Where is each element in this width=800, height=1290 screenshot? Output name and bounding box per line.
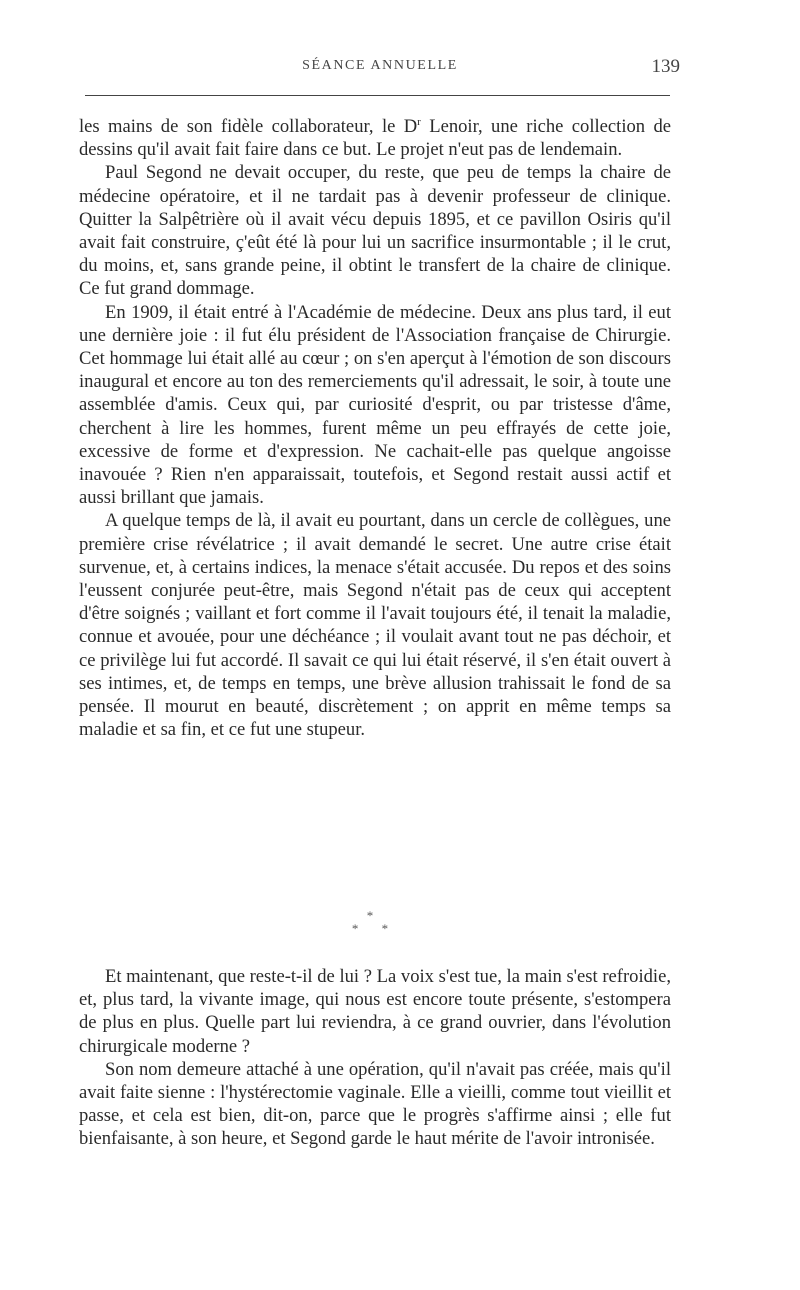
text-section-2 (79, 965, 671, 1151)
asterism-top: * (366, 908, 374, 923)
superscript-r: r (417, 115, 421, 128)
running-title: SÉANCE ANNUELLE (302, 58, 458, 73)
paragraph-1-text-a: les mains de son fidèle collaborateur, le D (79, 116, 418, 137)
paragraph-4: A quelque temps de là, il avait eu pourtant, dans un cercle de collègues, une première crise révélatrice ; il avait demandé le secret. Une autre crise était survenue, et, à certains indices, la menace s'était accusée. Du repos et des soins l'eussent conjurée peut-être, mais Segond n'était pas de ceux qui acceptent d'être soignés ; vaillant et fort comme il l'avait toujours été, il tenait la maladie, connue et avouée, pour une déchéance ; il voulait avant tout ne pas déchoir, et ce privilège lui fut accordé. Il savait ce qui lui était réservé, il s'en était ouvert à ses intimes, et, de temps en temps, une brève allusion trahissait le fond de sa pensée. Il mourut en beauté, discrètement ; on apprit en même temps sa maladie et sa fin, et ce fut une stupeur. (79, 510, 671, 741)
paragraph-6: Son nom demeure attaché à une opération, qu'il n'avait pas créée, mais qu'il avait faite sienne : l'hystérectomie vaginale. Elle a vieilli, comme tout vieillit et passe, et cela est bien, dit-on, parce que le progrès s'affirme ainsi ; elle fut bienfaisante, à son heure, et Segond garde le haut mérite de l'avoir intronisée. (79, 1058, 671, 1150)
paragraph-5: Et maintenant, que reste-t-il de lui ? La voix s'est tue, la main s'est refroidie, et, plus tard, la vivante image, qui nous est encore toute présente, s'estompera de plus en plus. Quelle part lui reviendra, à ce grand ouvrier, dans l'évolution chirurgicale moderne ? (79, 966, 671, 1057)
paragraph-3: En 1909, il était entré à l'Académie de médecine. Deux ans plus tard, il eut une dernière joie : il fut élu président de l'Association française de Chirurgie. Cet hommage lui était allé au cœur ; on s'en aperçut à l'émotion de son discours inaugural et encore au ton des remerciements qu'il adressait, le soir, à toute une assemblée d'amis. Ceux qui, par curiosité d'esprit, ou par tristesse d'âme, cherchent à lire les hommes, furent même un peu effrayés de cette joie, excessive de forme et d'expression. Ne cachait-elle pas quelque angoisse inavouée ? Rien n'en apparaissait, toutefois, et Segond restait aussi actif et aussi brillant que jamais. (79, 301, 671, 509)
running-head (80, 58, 680, 84)
page-number: 139 (651, 56, 680, 77)
paragraph-2: Paul Segond ne devait occuper, du reste, que peu de temps la chaire de médecine opératoire, et il ne tardait pas à devenir professeur de clinique. Quitter la Salpêtrière où il avait vécu depuis 1895, et ce pavillon Osiris qu'il avait fait construire, ç'eût été là pour lui un sacrifice insurmontable ; il le crut, du moins, et, sans grande peine, il obtint le transfert de la chaire de clinique. Ce fut grand dommage. (79, 162, 671, 300)
paragraph-1 (79, 115, 671, 161)
text-section-1 (79, 115, 671, 741)
header-rule (85, 95, 670, 96)
section-separator-asterism (330, 910, 410, 942)
asterism-bottom: * * (351, 921, 399, 936)
paragraph-1-text-b: Lenoir, une riche collection de dessins qu'il avait fait faire dans ce but. Le projet n'eut pas de lendemain. (79, 116, 672, 161)
